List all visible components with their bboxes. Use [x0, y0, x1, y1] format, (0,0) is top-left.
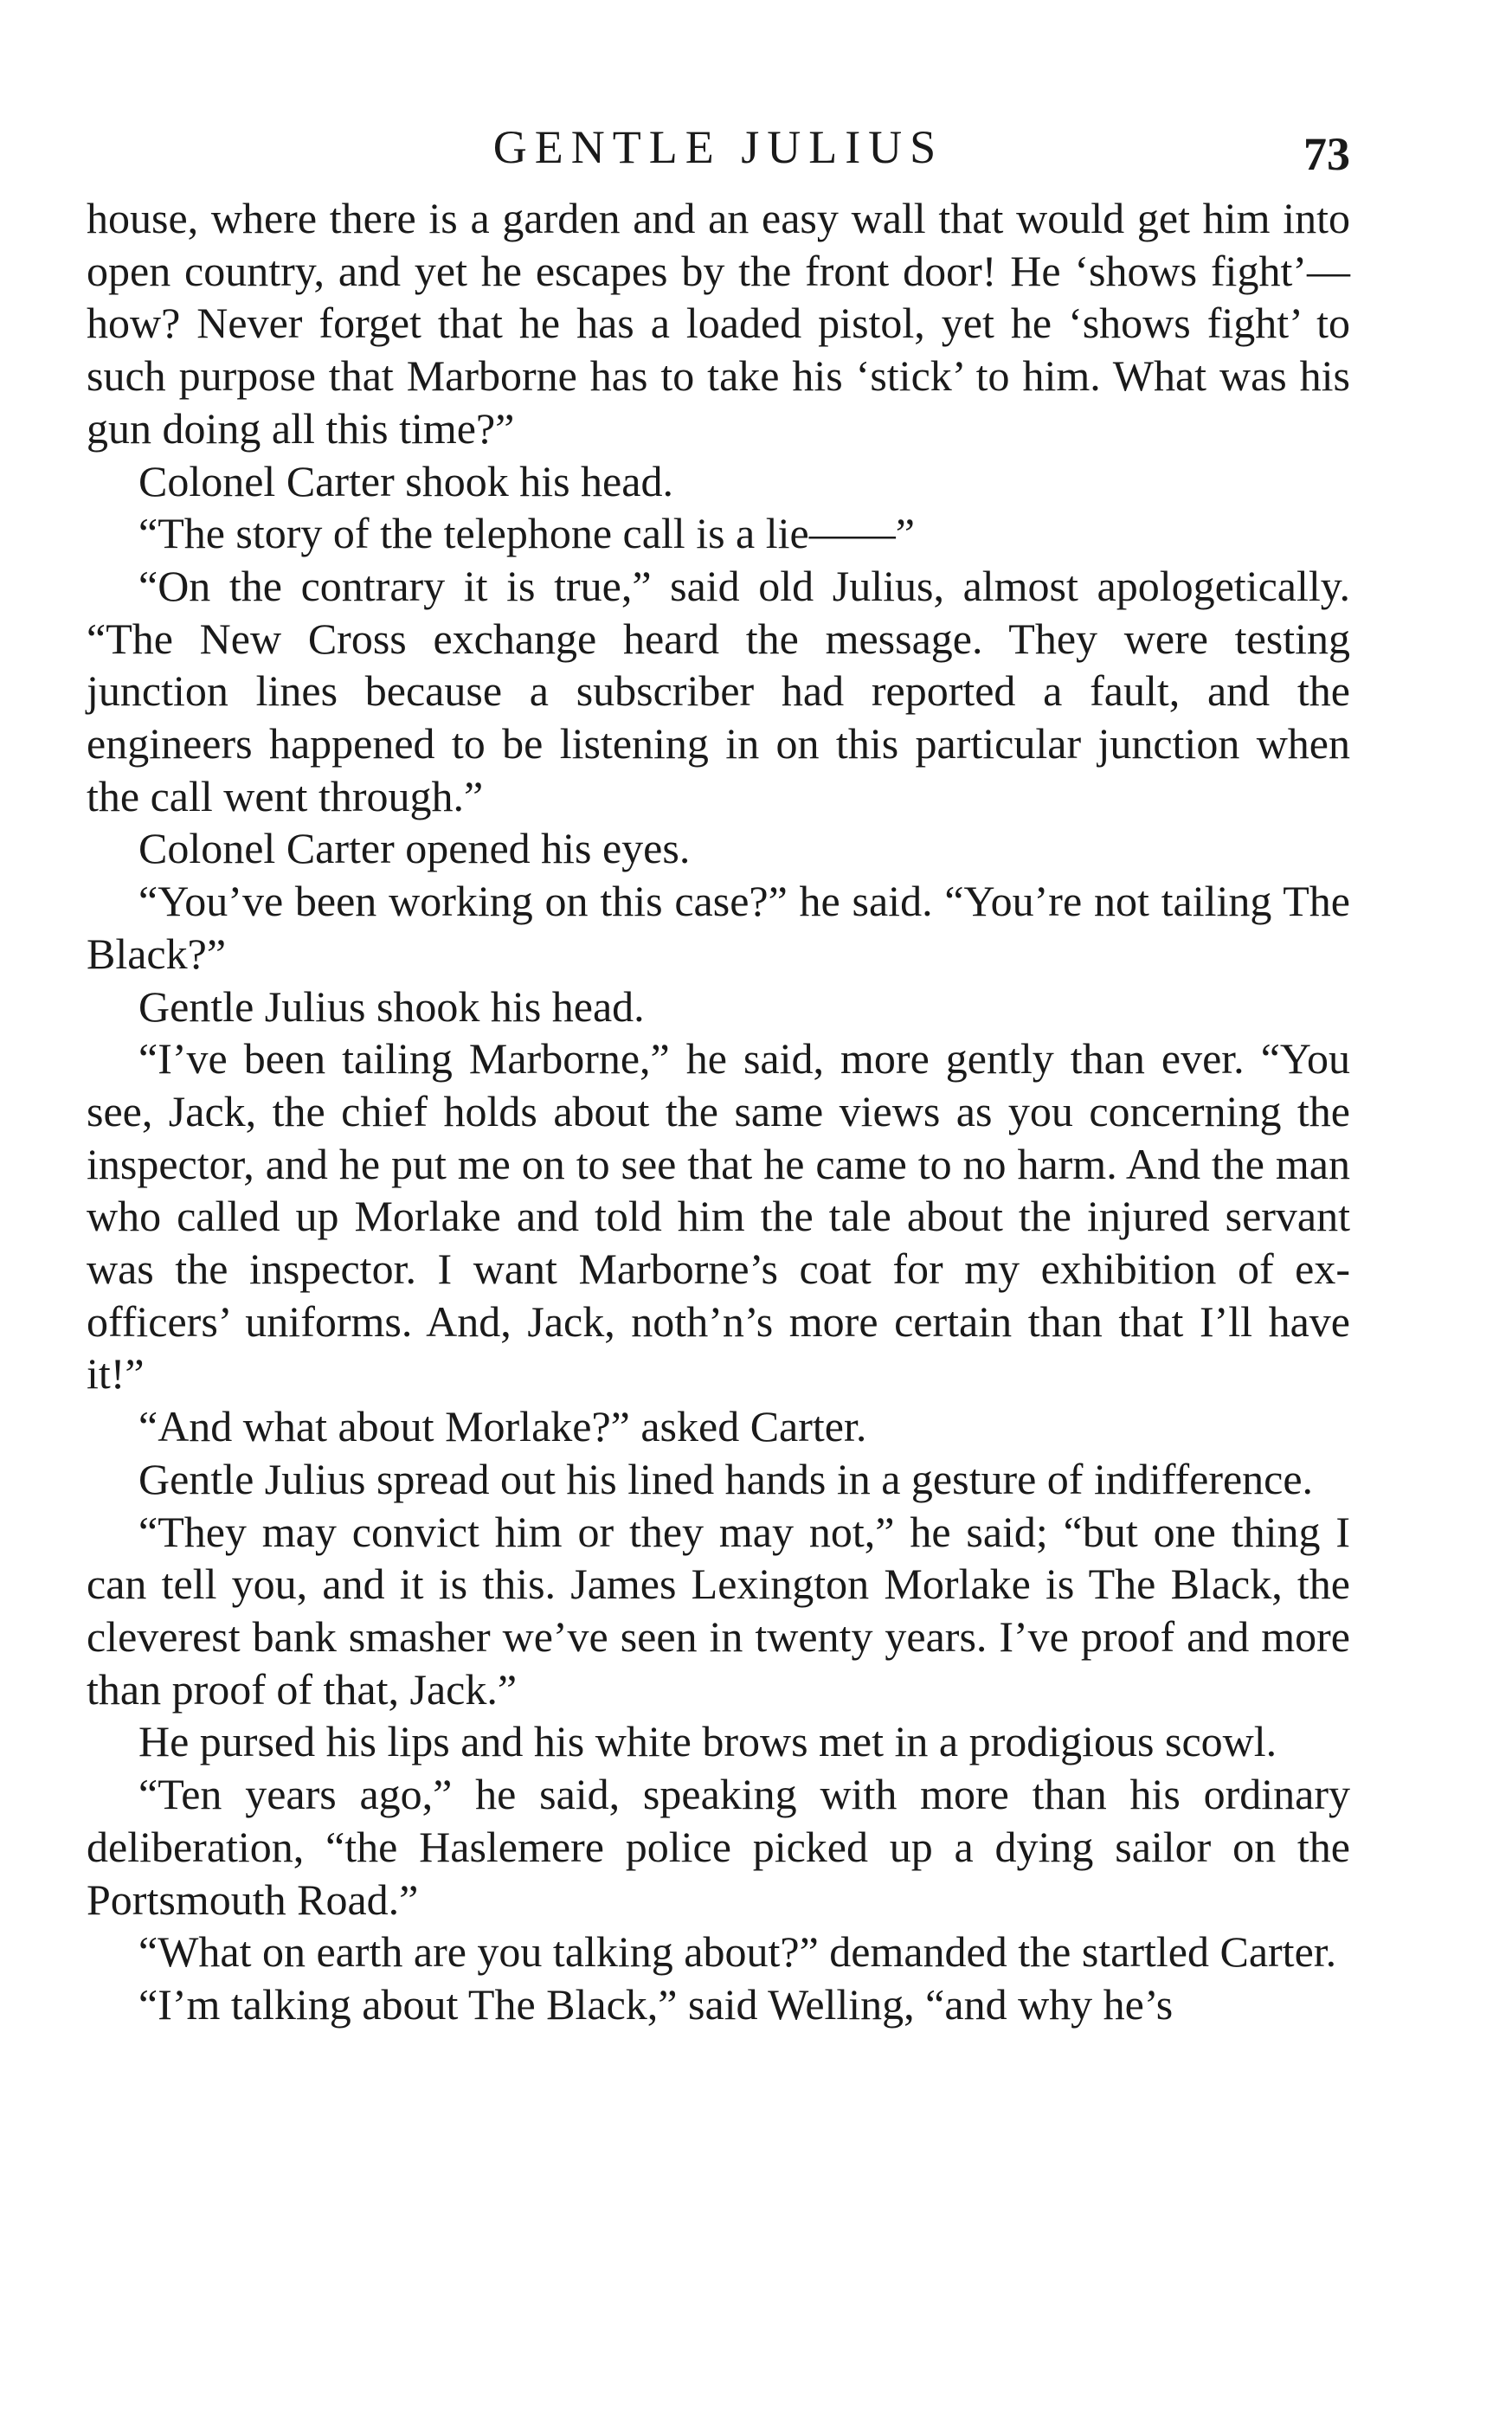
paragraph: He pursed his lips and his white brows met in a prodigious scowl.: [138, 1717, 1277, 1766]
paragraph: house, where there is a garden and an easy wall that would get him into open country, and yet he escapes by the front door! He ‘shows fight’—how? Never forget that he has a loaded pistol, yet he ‘shows fight’ to such purpose that Marborne has to take his ‘stick’ to him. What was his gun doing all this time?”: [87, 194, 1350, 453]
running-title: GENTLE JULIUS: [492, 121, 944, 173]
paragraph: “On the contrary it is true,” said old Julius, almost apologetically. “The New Cross exchange heard the message. They were testing junction lines because a subscriber had reported a fault, and the engineers happened to be listening in on this particular junction when the call went through.”: [87, 561, 1350, 820]
running-head: [87, 113, 1350, 182]
paragraph: “I’ve been tailing Marborne,” he said, more gently than ever. “You see, Jack, the chief holds about the same views as you concerning the inspector, and he put me on to see that he came to no harm. And the man who called up Morlake and told him the tale about the injured servant was the inspector. I want Marborne’s coat for my exhibition of ex-officers’ uniforms. And, Jack, noth’n’s more certain than that I’ll have it!”: [87, 1034, 1350, 1399]
paragraph: Gentle Julius shook his head.: [138, 981, 645, 1031]
paragraph: “What on earth are you talking about?” demanded the startled Carter.: [138, 1927, 1337, 1977]
book-page: [87, 113, 1350, 2031]
paragraph: “You’ve been working on this case?” he said. “You’re not tailing The Black?”: [87, 877, 1350, 978]
paragraph: “They may convict him or they may not,” he said; “but one thing I can tell you, and it is this. James Lexington Morlake is The Black, the cleverest bank smasher we’ve seen in twenty years. I’ve proof and more than proof of that, Jack.”: [87, 1507, 1350, 1714]
body-text: [87, 192, 1350, 2031]
paragraph: “The story of the telephone call is a lie——”: [138, 509, 915, 558]
page-number: 73: [1303, 128, 1350, 180]
paragraph: “Ten years ago,” he said, speaking with more than his ordinary deliberation, “the Haslemere police picked up a dying sailor on the Portsmouth Road.”: [87, 1770, 1350, 1924]
paragraph: Gentle Julius spread out his lined hands in a gesture of indifference.: [138, 1454, 1314, 1503]
paragraph: “And what about Morlake?” asked Carter.: [138, 1402, 867, 1451]
paragraph: “I’m talking about The Black,” said Welling, “and why he’s: [138, 1979, 1174, 2029]
paragraph: Colonel Carter shook his head.: [138, 456, 673, 505]
paragraph: Colonel Carter opened his eyes.: [138, 824, 691, 873]
